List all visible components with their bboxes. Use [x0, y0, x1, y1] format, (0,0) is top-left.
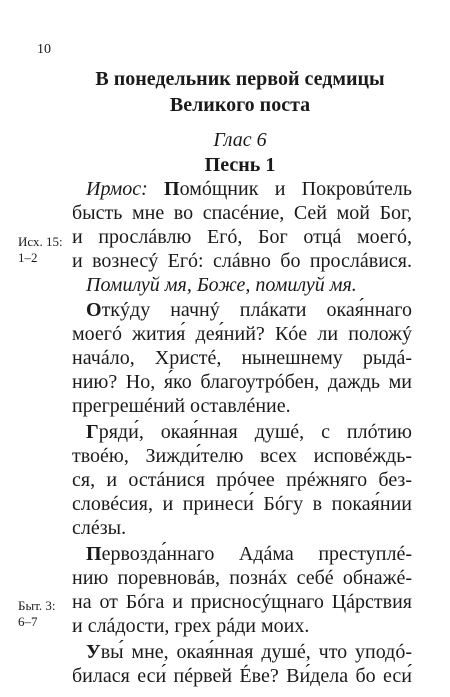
troparion-4-line-1	[72, 640, 412, 664]
ode-heading: Песнь 1	[204, 154, 276, 176]
margin-reference-2-verses: 6–7	[18, 614, 38, 629]
troparion-1-line-2: моегó жития́ дея́ний? Кóе ли положý	[72, 323, 412, 345]
margin-reference-2-book: Быт. 3:	[18, 598, 56, 613]
troparion-1-line-4: нию? Но, я́ко благоутрóбен, даждь ми	[72, 371, 412, 393]
troparion-2-line-5: слéзы.	[72, 517, 127, 539]
margin-reference-1	[18, 234, 70, 266]
troparion-3-line-4: и слáдости, грех рáди моих.	[72, 615, 310, 637]
troparion-1-line-1	[72, 298, 412, 322]
troparion-2-line-2: твоéю, Зижди́телю всех исповéждь-	[72, 445, 412, 467]
troparion-4-line-2: билася еси́ пéрвей Éве? Ви́дела бо еси́	[72, 665, 412, 687]
irmos-label: Ирмос:	[86, 178, 148, 200]
troparion-4-initial: У	[86, 641, 101, 663]
troparion-3-line-2: нию поревновáв, познáх себé обнажé-	[72, 567, 412, 589]
troparion-2-line-1-text: ряди́, окая́нная душé, с плóтию	[98, 421, 412, 443]
margin-reference-1-verses: 1–2	[18, 250, 38, 265]
troparion-2-initial: Г	[86, 421, 99, 443]
irmos-initial: П	[164, 178, 180, 200]
troparion-1-line-1-text: ткýду начнý плáкати окая́ннаго	[101, 299, 412, 321]
troparion-2-line-3: ся, и остáнися прóчее прéжняго без-	[72, 469, 412, 491]
page-title-line-1: В понедельник первой седмицы	[95, 68, 385, 90]
refrain: Помилуй мя, Боже, помилуй мя.	[86, 274, 357, 296]
troparion-3-initial: П	[86, 543, 102, 565]
troparion-3-line-1-text: ервозда́ннаго Адáма преступлé-	[101, 543, 412, 565]
page-number: 10	[37, 42, 51, 57]
troparion-1-initial: О	[86, 299, 102, 321]
troparion-3-line-3: на от Бóга и присносýщнаго Цáрствия	[72, 591, 412, 613]
troparion-3-line-1	[72, 542, 412, 566]
irmos-line-2: бысть мне во спасéние, Сей мой Бог,	[72, 202, 412, 224]
page-title-line-2: Великого поста	[169, 94, 311, 116]
irmos-line-4: и вознесý Егó: слáвно бо прослáвися.	[72, 250, 412, 272]
troparion-2-line-1	[72, 420, 412, 444]
irmos-line-3: и прослáвлю Егó, Бог отцá моегó,	[72, 226, 412, 248]
troparion-2-line-4: словéсия, и принеси́ Бóгу в покая́нии	[72, 493, 412, 515]
tone-heading: Глас 6	[213, 129, 267, 151]
troparion-1-line-3: начáло, Христé, нынешнему рыдá-	[72, 347, 412, 369]
troparion-1-line-5: прегрешéний оставлéние.	[72, 395, 291, 417]
troparion-4-line-1-text: вы́ мне, окая́нная душé, что уподó-	[100, 641, 412, 663]
irmos-line-1	[72, 177, 412, 201]
margin-reference-2	[18, 598, 70, 630]
irmos-line-1-text: омóщник и Покровúтель	[179, 178, 413, 200]
margin-reference-1-book: Исх. 15:	[18, 234, 63, 249]
